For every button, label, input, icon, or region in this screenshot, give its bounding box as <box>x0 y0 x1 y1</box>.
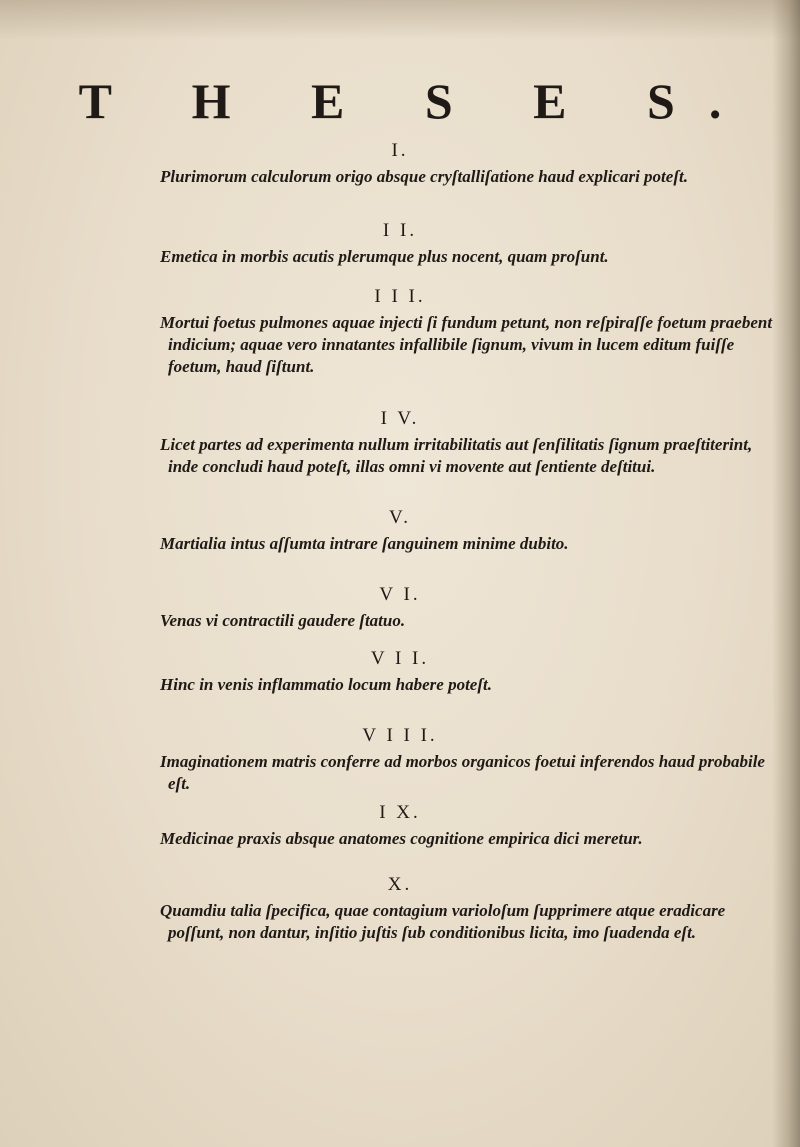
thesis-text: Martialia intus aſſumta intrare ſanguinem minime dubito. <box>160 534 569 553</box>
thesis-7 <box>0 648 800 696</box>
thesis-9 <box>0 802 800 850</box>
thesis-numeral: I I. <box>382 220 418 241</box>
thesis-numeral: V I I. <box>370 648 430 669</box>
thesis-6 <box>0 584 800 632</box>
thesis-text: Emetica in morbis acutis plerumque plus nocent, quam proſunt. <box>160 247 609 266</box>
thesis-text: Venas vi contractili gaudere ſtatuo. <box>160 611 406 630</box>
thesis-5 <box>0 507 800 555</box>
thesis-10 <box>0 874 800 944</box>
thesis-numeral: X. <box>387 874 413 895</box>
thesis-1 <box>0 140 800 188</box>
thesis-text: Licet partes ad experimenta nullum irritabilitatis aut ſenſilitatis ſignum praeſtiterint, inde concludi haud poteſt, illas omni vi movente aut ſentiente deſtitui. <box>160 435 753 476</box>
thesis-4 <box>0 408 800 478</box>
thesis-3 <box>0 286 800 378</box>
thesis-numeral: V I. <box>379 584 421 605</box>
thesis-numeral: I. <box>391 140 409 161</box>
thesis-8 <box>0 725 800 795</box>
page-title: T H E S E S. <box>78 73 756 129</box>
thesis-text: Medicinae praxis absque anatomes cognitione empirica dici meretur. <box>160 829 643 848</box>
thesis-2 <box>0 220 800 268</box>
page-top-shadow <box>0 0 800 40</box>
thesis-numeral: V I I I. <box>362 725 438 746</box>
thesis-numeral: V. <box>388 507 412 528</box>
thesis-text: Imaginationem matris conferre ad morbos organicos foetui inferendos haud probabile eſt. <box>160 752 765 793</box>
thesis-numeral: I I I. <box>374 286 426 307</box>
thesis-text: Quamdiu talia ſpecifica, quae contagium varioloſum ſupprimere atque eradicare poſſunt, non dantur, inſitio juſtis ſub conditionibus licita, imo ſuadenda eſt. <box>160 901 726 942</box>
thesis-text: Mortui foetus pulmones aquae injecti ſi fundum petunt, non reſpiraſſe foetum praebent indicium; aquae vero innatantes infallibile ſignum, vivum in lucem editum fuiſſe foetum, haud ſiſtunt. <box>160 313 773 376</box>
thesis-text: Hinc in venis inflammatio locum habere poteſt. <box>160 675 492 694</box>
thesis-numeral: I X. <box>379 802 421 823</box>
thesis-numeral: I V. <box>380 408 420 429</box>
thesis-text: Plurimorum calculorum origo absque cryſtalliſatione haud explicari poteſt. <box>160 167 688 186</box>
